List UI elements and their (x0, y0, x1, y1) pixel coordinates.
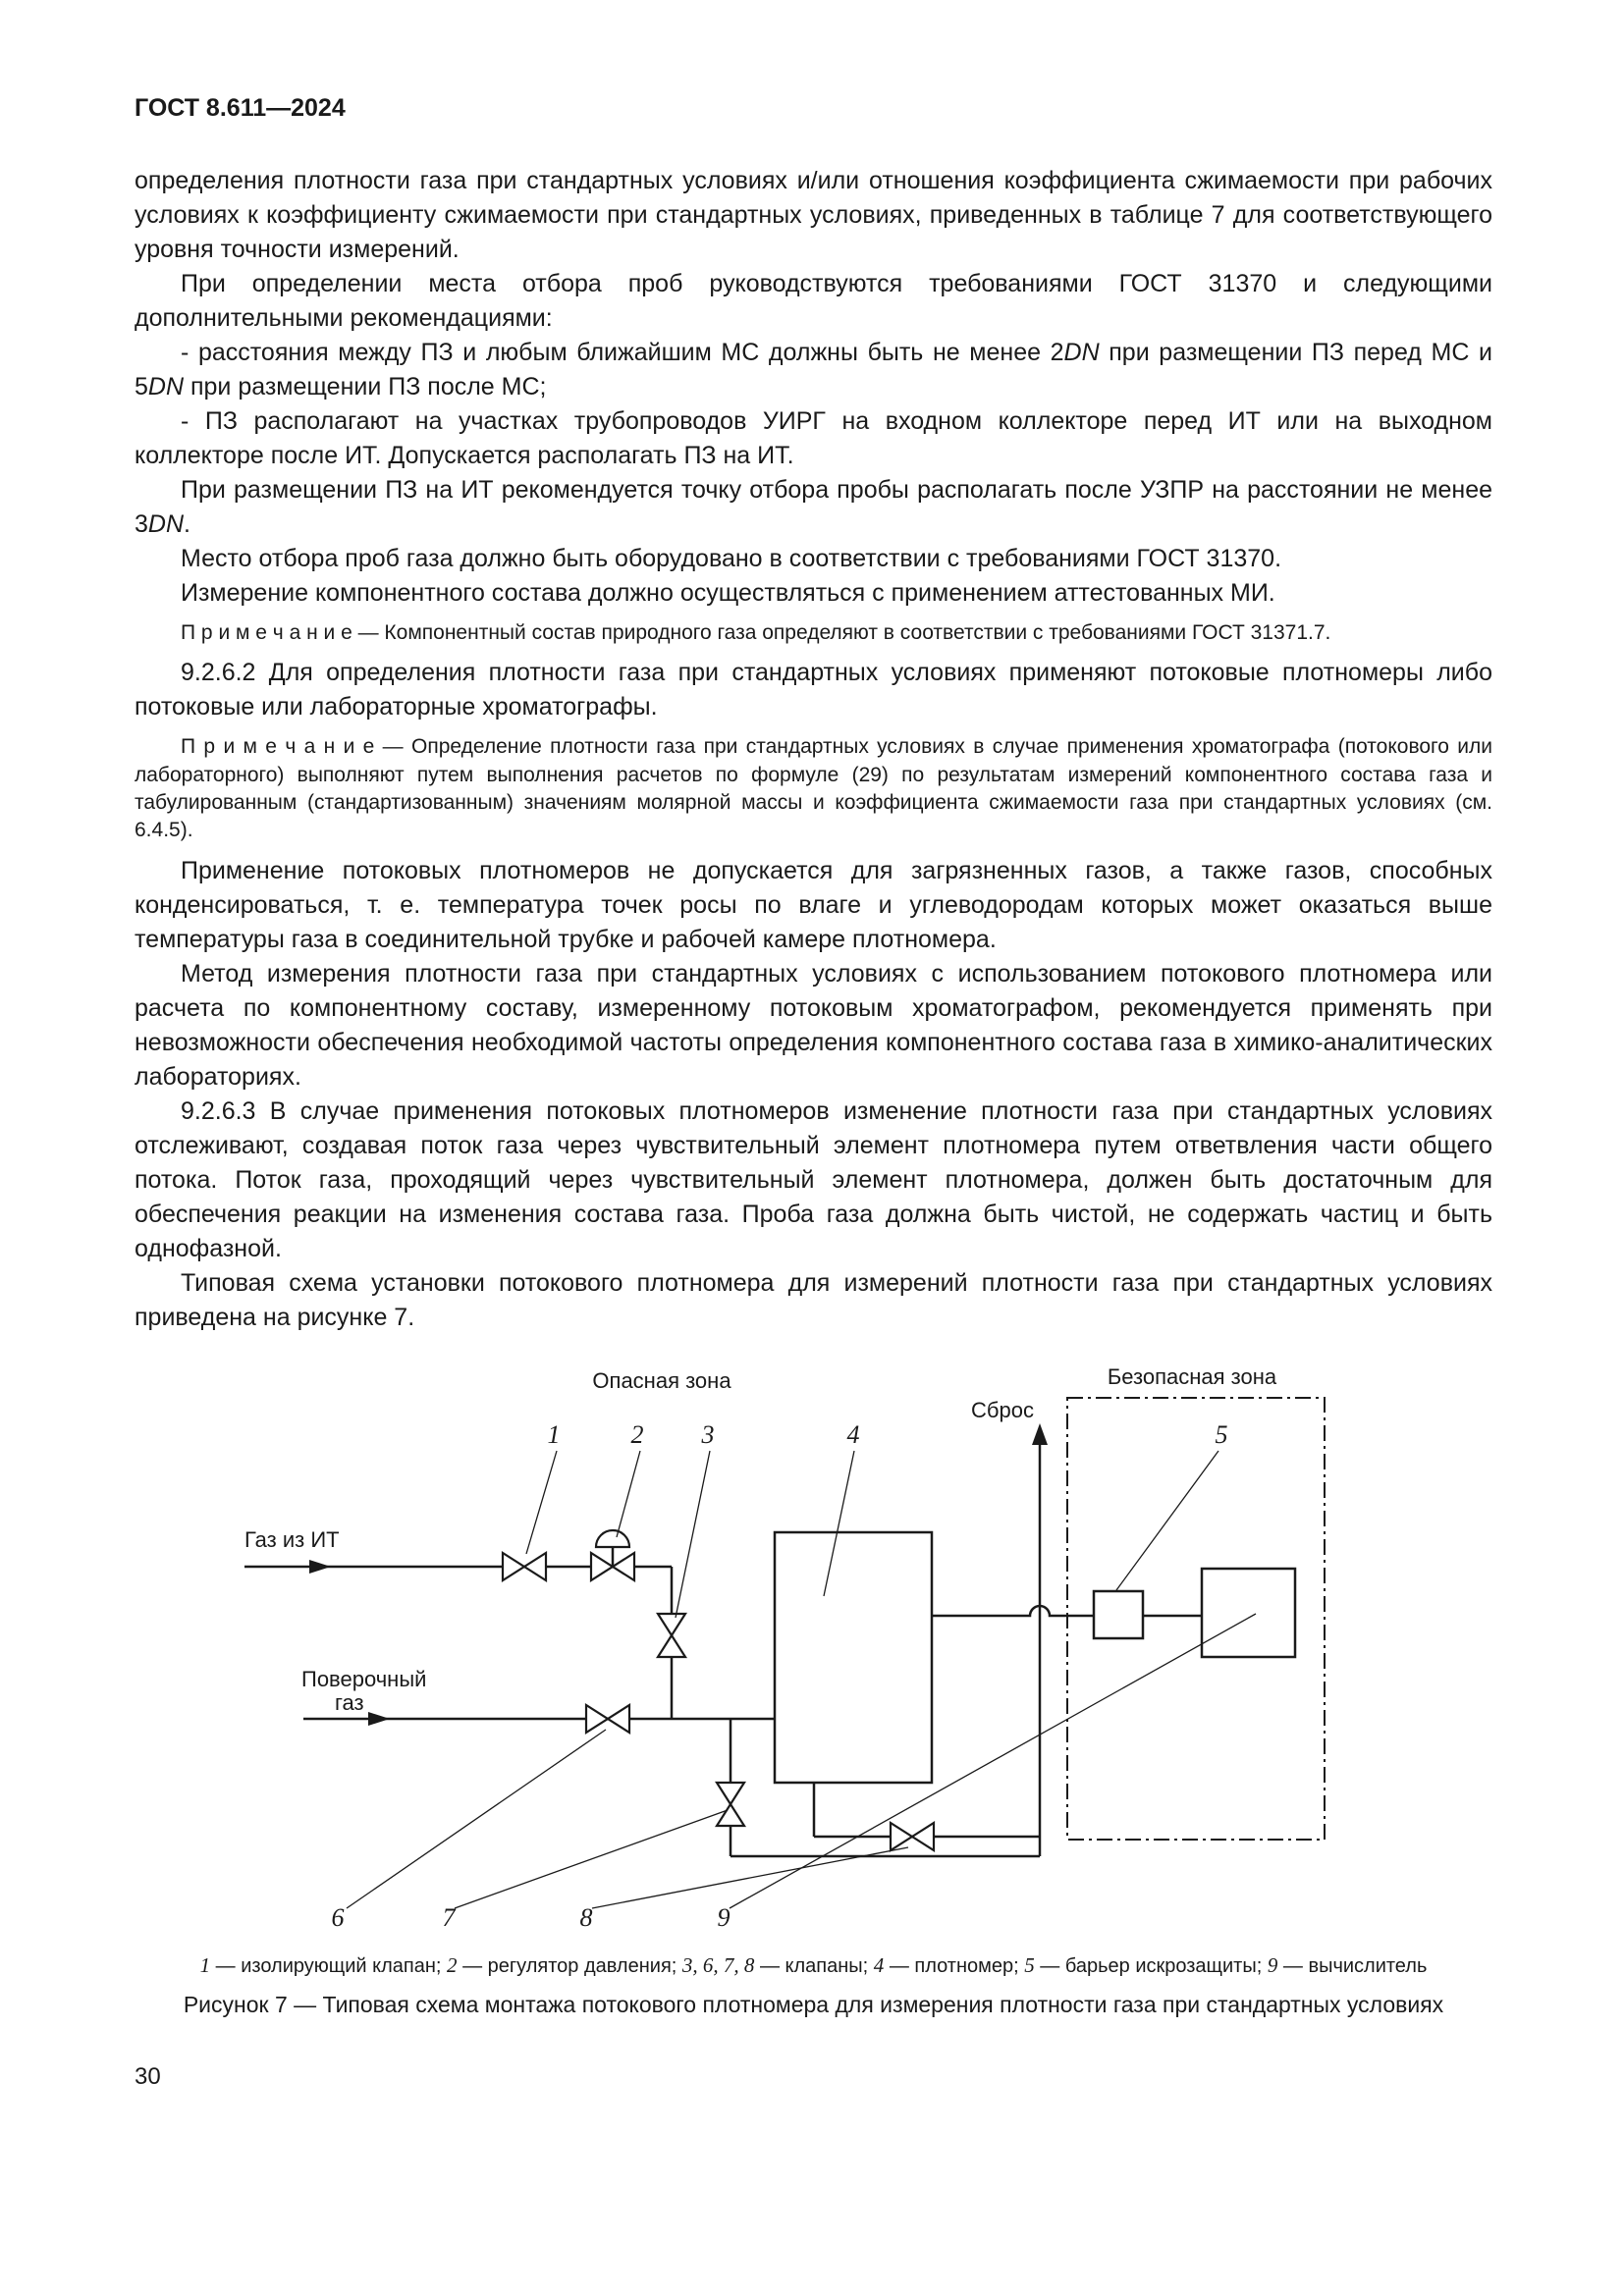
paragraph: При определении места отбора проб руководствуются требованиями ГОСТ 31370 и следующими дополнительными рекомендациями: (135, 270, 1492, 332)
callout-9: 9 (717, 1902, 730, 1932)
figure-7-diagram (225, 1361, 1403, 1940)
paragraph (135, 473, 1492, 542)
valve-6-symbol (586, 1705, 629, 1733)
valve-3-symbol (658, 1614, 685, 1657)
pressure-regulator-2-symbol (591, 1530, 634, 1580)
text-segment-italic: DN (1063, 339, 1100, 366)
text-segment: - расстояния между ПЗ и любым ближайшим МС должны быть не менее 2 (181, 339, 1064, 366)
hazard-zone-label: Опасная зона (591, 1367, 731, 1393)
legend-num: 5 (1024, 1952, 1035, 1977)
legend-num: 2 (447, 1952, 458, 1977)
callout-8: 8 (579, 1902, 592, 1932)
isolating-valve-1-symbol (503, 1553, 546, 1580)
page-content (135, 94, 1492, 2091)
text-segment: при размещении ПЗ перед МС и 5 (135, 339, 1492, 400)
figure-caption: Рисунок 7 — Типовая схема монтажа потокового плотномера для измерения плотности газа при стандартных условиях (183, 1991, 1444, 2017)
valve-8-symbol (891, 1823, 934, 1850)
legend-num: 3, 6, 7, 8 (681, 1952, 755, 1977)
valve-7-symbol (717, 1783, 744, 1826)
inlet-arrowhead-icon (309, 1560, 331, 1574)
paragraph: Измерение компонентного состава должно осуществляться с применением аттестованных МИ. (181, 579, 1275, 607)
calgas-arrowhead-icon (368, 1712, 390, 1726)
paragraph: Типовая схема установки потокового плотномера для измерений плотности газа при стандартных условиях приведена на рисунке 7. (135, 1268, 1492, 1331)
text-segment-italic: DN (147, 510, 185, 538)
legend-num: 4 (873, 1952, 885, 1977)
paragraph-list-item (135, 336, 1492, 404)
inlet-gas-label: Газ из ИТ (244, 1526, 340, 1552)
computer-9-box (1202, 1569, 1295, 1657)
page-number: 30 (135, 2062, 161, 2090)
paragraph-9-2-6-3: 9.2.6.3 В случае применения потоковых плотномеров изменение плотности газа при стандартных условиях отслеживают, создавая поток газа через чувствительный элемент плотномера путем ответвления части общего потока. Поток газа, проходящий через чувствительный элемент плотномера, должен быть достаточным для обеспечения реакции на изменения состава газа. Проба газа должна быть чистой, не содержать частиц и быть однофазной. (135, 1096, 1492, 1262)
callout-5: 5 (1215, 1419, 1227, 1449)
paragraph: Метод измерения плотности газа при стандартных условиях с использованием потокового плотномера или расчета по компонентному составу, измеренному потоковым хроматографом, рекомендуется применять при невозможности обеспечения необходимой частоты определения компонентного состава газа в химико-аналитических лабораториях. (135, 959, 1492, 1091)
legend-text: — плотномер; (884, 1954, 1025, 1977)
callout-3: 3 (701, 1419, 714, 1449)
spark-barrier-5-box (1094, 1591, 1143, 1638)
legend-text: — вычислитель (1277, 1954, 1428, 1977)
text-segment: При размещении ПЗ на ИТ рекомендуется точку отбора пробы располагать после УЗПР на расстоянии не менее 3 (135, 476, 1492, 538)
paragraph: определения плотности газа при стандартных условиях и/или отношения коэффициента сжимаемости при рабочих условиях к коэффициенту сжимаемости при стандартных условиях, приведенных в таблице 7 для соответствующего уровня точности измерений. (135, 167, 1492, 263)
note: П р и м е ч а н и е — Компонентный состав природного газа определяют в соответствии с требованиями ГОСТ 31371.7. (181, 621, 1331, 644)
vent-label: Сброс (970, 1397, 1034, 1422)
paragraph-list-item: - ПЗ располагают на участках трубопроводов УИРГ на входном коллекторе перед ИТ или на выходном коллекторе после ИТ. Допускается располагать ПЗ на ИТ. (135, 407, 1492, 469)
paragraph-9-2-6-2: 9.2.6.2 Для определения плотности газа при стандартных условиях применяют потоковые плотномеры либо потоковые или лабораторные хроматографы. (135, 659, 1492, 721)
legend-text: — изолирующий клапан; (210, 1954, 448, 1977)
legend-text: — регулятор давления; (457, 1954, 682, 1977)
text-segment: при размещении ПЗ после МС; (184, 373, 547, 400)
calibration-gas-label-line2: газ (334, 1689, 364, 1715)
paragraph: Место отбора проб газа должно быть оборудовано в соответствии с требованиями ГОСТ 31370. (181, 545, 1282, 572)
callout-7: 7 (442, 1902, 455, 1932)
vent-arrowhead-icon (1032, 1423, 1048, 1445)
text-segment-italic: DN (147, 373, 185, 400)
text-segment: . (184, 510, 190, 538)
figure-7 (135, 1361, 1492, 2020)
legend-text: — клапаны; (754, 1954, 874, 1977)
note: П р и м е ч а н и е — Определение плотности газа при стандартных условиях в случае применения хроматографа (потокового или лабораторного) выполняют путем выполнения расчетов по формуле (29) по результатам измерений компонентного состава газа и табулированным (стандартизованным) значениям молярной массы и коэффициента сжимаемости газа при стандартных условиях (см. 6.4.5). (135, 735, 1492, 842)
paragraph: Применение потоковых плотномеров не допускается для загрязненных газов, а также газов, способных конденсироваться, т. е. температура точек росы по влаге и углеводородам которых может оказаться выше температуры газа в соединительной трубке и рабочей камере плотномера. (135, 856, 1492, 953)
densitometer-4-box (775, 1532, 932, 1783)
legend-num: 9 (1267, 1952, 1278, 1977)
callout-6: 6 (331, 1902, 344, 1932)
legend-text: — барьер искрозащиты; (1034, 1954, 1268, 1977)
document-code: ГОСТ 8.611—2024 (135, 94, 346, 122)
callout-2: 2 (630, 1419, 643, 1449)
calibration-gas-label-line1: Поверочный (300, 1666, 426, 1691)
callout-1: 1 (547, 1419, 560, 1449)
safe-zone-label: Безопасная зона (1107, 1363, 1276, 1389)
legend-num: 1 (199, 1952, 211, 1977)
figure-legend (135, 1953, 1492, 1978)
callout-4: 4 (846, 1419, 859, 1449)
